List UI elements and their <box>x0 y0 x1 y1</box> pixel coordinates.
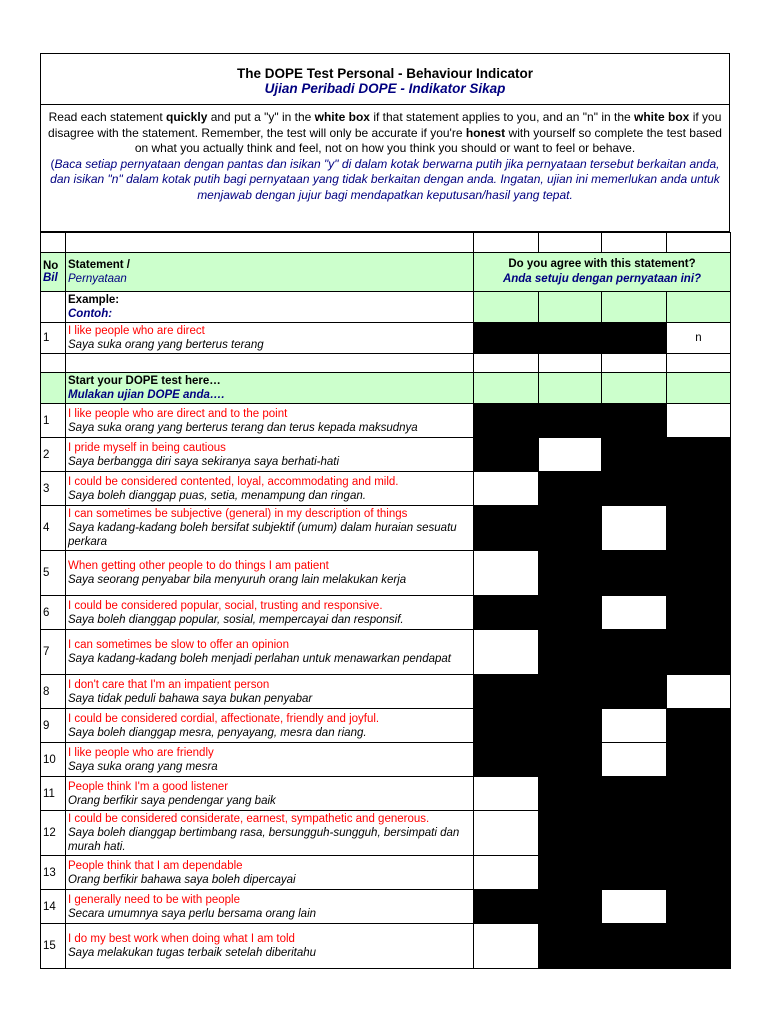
statement-text <box>66 777 474 811</box>
statement-number: 5 <box>41 551 66 596</box>
blocked-cell <box>539 551 602 596</box>
example-cell-2 <box>539 323 602 354</box>
start-label: Start your DOPE test here… Mulakan ujian DOPE anda…. <box>66 373 474 404</box>
example-cell-1 <box>474 323 539 354</box>
statement-malay: Orang berfikir bahawa saya boleh dipercayai <box>68 873 296 886</box>
statement-row <box>41 924 731 969</box>
statement-number: 12 <box>41 811 66 856</box>
blocked-cell <box>602 551 667 596</box>
statement-row <box>41 743 731 777</box>
instructions <box>40 104 730 232</box>
statement-malay: Saya seorang penyabar bila menyuruh orang lain melakukan kerja <box>68 574 407 586</box>
blocked-cell <box>602 438 667 472</box>
statement-malay: Saya suka orang yang mesra <box>68 760 218 773</box>
statement-text <box>66 630 474 675</box>
answer-box[interactable] <box>602 709 667 743</box>
blocked-cell <box>602 404 667 438</box>
start-row <box>41 373 731 404</box>
statement-text <box>66 709 474 743</box>
blocked-cell <box>539 675 602 709</box>
statement-row <box>41 675 731 709</box>
blocked-cell <box>474 596 539 630</box>
blocked-cell <box>539 924 602 969</box>
blocked-cell <box>474 404 539 438</box>
statement-number: 3 <box>41 472 66 506</box>
blocked-cell <box>667 777 731 811</box>
statement-english: People think that I am dependable <box>68 859 243 872</box>
blocked-cell <box>602 856 667 890</box>
instructions-english: Read each statement quickly and put a "y" in the white box if that statement applies to you, and an "n" in the white box if you disagree with the statement. Remember, the test will only be accurate if you're honest with yourself so complete the test based on what you actually think and feel, not on how you think you should or want to feel or behave. <box>48 110 722 155</box>
statement-malay: Saya melakukan tugas terbaik setelah diberitahu <box>68 947 317 959</box>
statement-number: 14 <box>41 890 66 924</box>
statement-malay: Saya tidak peduli bahawa saya bukan penyabar <box>68 692 313 705</box>
blocked-cell <box>539 777 602 811</box>
statement-english: I could be considered cordial, affectionate, friendly and joyful. <box>68 712 380 725</box>
statement-malay: Saya berbangga diri saya sekiranya saya berhati-hati <box>68 455 340 468</box>
statement-english: I could be considered considerate, earnest, sympathetic and generous. <box>68 813 430 825</box>
statement-number: 1 <box>41 404 66 438</box>
blocked-cell <box>474 890 539 924</box>
statement-malay: Saya boleh dianggap popular, sosial, mempercayai dan responsif. <box>68 613 404 626</box>
blocked-cell <box>539 709 602 743</box>
statement-text <box>66 675 474 709</box>
blocked-cell <box>602 472 667 506</box>
blocked-cell <box>667 811 731 856</box>
answer-box[interactable] <box>602 506 667 551</box>
blocked-cell <box>539 630 602 675</box>
statement-row <box>41 777 731 811</box>
statement-number: 9 <box>41 709 66 743</box>
statement-row <box>41 811 731 856</box>
statement-text <box>66 811 474 856</box>
instructions-malay: (Baca setiap pernyataan dengan pantas dan isikan "y" di dalam kotak berwarna putih jika pernyataan tersebut berkaitan anda, dan isikan "n" dalam kotak putih bagi pernyataan yang tidak berkaitan dengan anda. Ingatan, ujian ini memerlukan anda untuk menjawab dengan jujur bagi mendapatkan keputusan/hasil yang tepat. <box>50 156 720 202</box>
example-label: Example: Contoh: <box>66 292 474 323</box>
spacer-row <box>41 354 731 373</box>
answer-box[interactable] <box>474 856 539 890</box>
statement-header: Statement / Pernyataan <box>66 253 474 292</box>
blocked-cell <box>539 743 602 777</box>
blocked-cell <box>602 924 667 969</box>
blocked-cell <box>539 404 602 438</box>
statement-english: I can sometimes be slow to offer an opinion <box>68 639 289 651</box>
statement-english: I can sometimes be subjective (general) in my description of things <box>68 508 408 520</box>
statement-malay: Saya boleh dianggap puas, setia, menampung dan ringan. <box>68 489 366 502</box>
statement-row <box>41 856 731 890</box>
blocked-cell <box>539 506 602 551</box>
blocked-cell <box>539 596 602 630</box>
statement-english: People think I'm a good listener <box>68 780 229 793</box>
answer-box[interactable] <box>602 743 667 777</box>
blocked-cell <box>539 856 602 890</box>
spacer-row <box>41 233 731 253</box>
answer-box[interactable] <box>667 675 731 709</box>
statement-row <box>41 709 731 743</box>
statement-number: 2 <box>41 438 66 472</box>
statement-malay: Saya boleh dianggap mesra, penyayang, mesra dan riang. <box>68 726 367 739</box>
blocked-cell <box>602 675 667 709</box>
statement-number: 4 <box>41 506 66 551</box>
statement-malay: Saya kadang-kadang boleh bersifat subjektif (umum) dalam huraian sesuatu perkara <box>68 522 457 548</box>
blocked-cell <box>667 890 731 924</box>
dope-test-sheet <box>40 53 730 969</box>
agree-header: Do you agree with this statement? Anda setuju dengan pernyataan ini? <box>474 253 731 292</box>
answer-box[interactable] <box>539 438 602 472</box>
answer-box[interactable] <box>474 472 539 506</box>
statement-text <box>66 856 474 890</box>
title-malay: Ujian Peribadi DOPE - Indikator Sikap <box>264 81 506 96</box>
blocked-cell <box>667 709 731 743</box>
answer-box[interactable] <box>602 890 667 924</box>
blocked-cell <box>667 743 731 777</box>
statement-english: I like people who are direct and to the point <box>68 407 288 420</box>
no-header: No Bil <box>41 253 66 292</box>
statement-english: When getting other people to do things I am patient <box>68 560 329 572</box>
statement-text <box>66 890 474 924</box>
example-row <box>41 323 731 354</box>
statement-row <box>41 630 731 675</box>
statement-row <box>41 438 731 472</box>
example-number: 1 <box>41 323 66 354</box>
blocked-cell <box>539 811 602 856</box>
example-statement: I like people who are direct Saya suka orang yang berterus terang <box>66 323 474 354</box>
blocked-cell <box>667 438 731 472</box>
statement-english: I could be considered popular, social, trusting and responsive. <box>68 599 383 612</box>
statement-text <box>66 596 474 630</box>
statement-english: I generally need to be with people <box>68 893 240 906</box>
statement-row <box>41 596 731 630</box>
blocked-cell <box>539 472 602 506</box>
statement-english: I like people who are friendly <box>68 746 214 759</box>
blocked-cell <box>474 438 539 472</box>
statement-malay: Saya kadang-kadang boleh menjadi perlahan untuk menawarkan pendapat <box>68 653 451 665</box>
statement-english: I don't care that I'm an impatient person <box>68 678 270 691</box>
example-answer: n <box>667 323 731 354</box>
answer-box[interactable] <box>474 924 539 969</box>
statement-malay: Orang berfikir saya pendengar yang baik <box>68 794 276 807</box>
statement-number: 6 <box>41 596 66 630</box>
blocked-cell <box>667 630 731 675</box>
statement-number: 11 <box>41 777 66 811</box>
answer-box[interactable] <box>474 777 539 811</box>
statement-number: 10 <box>41 743 66 777</box>
blocked-cell <box>667 506 731 551</box>
statement-row <box>41 472 731 506</box>
blocked-cell <box>602 811 667 856</box>
statement-number: 7 <box>41 630 66 675</box>
title-box <box>40 53 730 104</box>
statement-english: I do my best work when doing what I am told <box>68 933 295 945</box>
answer-box[interactable] <box>667 404 731 438</box>
blocked-cell <box>474 506 539 551</box>
blocked-cell <box>602 630 667 675</box>
blocked-cell <box>667 472 731 506</box>
example-cell-3 <box>602 323 667 354</box>
statement-row <box>41 890 731 924</box>
dope-test-table <box>40 232 731 969</box>
statement-text <box>66 551 474 596</box>
answer-box[interactable] <box>474 811 539 856</box>
blocked-cell <box>667 596 731 630</box>
statement-text <box>66 472 474 506</box>
title-english: The DOPE Test Personal - Behaviour Indicator <box>236 66 534 81</box>
example-label-row <box>41 292 731 323</box>
statement-malay: Saya suka orang yang berterus terang dan terus kepada maksudnya <box>68 421 418 434</box>
statement-english: I pride myself in being cautious <box>68 441 226 454</box>
answer-box[interactable] <box>474 630 539 675</box>
statement-text <box>66 743 474 777</box>
statement-text <box>66 404 474 438</box>
statement-text <box>66 506 474 551</box>
statement-english: I could be considered contented, loyal, accommodating and mild. <box>68 475 399 488</box>
blocked-cell <box>474 675 539 709</box>
blocked-cell <box>667 924 731 969</box>
statement-text <box>66 438 474 472</box>
blocked-cell <box>474 743 539 777</box>
statement-text <box>66 924 474 969</box>
blocked-cell <box>474 709 539 743</box>
statement-malay: Saya boleh dianggap bertimbang rasa, bersungguh-sungguh, bersimpati dan murah hati. <box>68 827 460 853</box>
answer-box[interactable] <box>474 551 539 596</box>
table-header-row <box>41 253 731 292</box>
statement-row <box>41 404 731 438</box>
statement-number: 8 <box>41 675 66 709</box>
statement-row <box>41 551 731 596</box>
statement-row <box>41 506 731 551</box>
blocked-cell <box>602 777 667 811</box>
statement-malay: Secara umumnya saya perlu bersama orang lain <box>68 907 317 920</box>
blocked-cell <box>539 890 602 924</box>
blocked-cell <box>667 856 731 890</box>
blocked-cell <box>667 551 731 596</box>
statement-number: 13 <box>41 856 66 890</box>
statement-number: 15 <box>41 924 66 969</box>
answer-box[interactable] <box>602 596 667 630</box>
